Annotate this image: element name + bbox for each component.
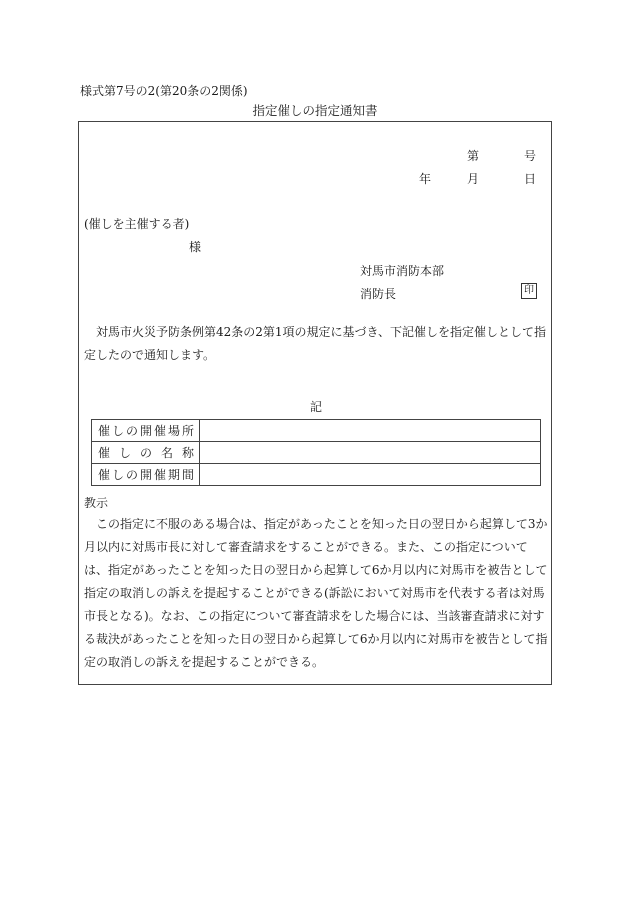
form-code: 様式第7号の2(第20条の2関係) xyxy=(80,84,248,98)
label-venue: 催しの開催場所 xyxy=(92,420,200,442)
value-period[interactable] xyxy=(200,464,541,486)
issuer-title: 消防長 xyxy=(360,287,397,301)
date-month: 月 xyxy=(467,172,480,186)
date-year: 年 xyxy=(419,172,432,186)
label-period: 催しの開催期間 xyxy=(92,464,200,486)
recipient-label: (催しを主催する者) xyxy=(84,217,190,231)
table-row xyxy=(92,464,541,486)
number-dai: 第 xyxy=(467,149,480,163)
number-go: 号 xyxy=(524,149,537,163)
label-event-name: 催しの名称 xyxy=(92,442,200,464)
table-row xyxy=(92,420,541,442)
seal-mark: 印 xyxy=(521,283,537,299)
instruction-body: この指定に不服のある場合は、指定があったことを知った日の翌日から起算して3か月以内に対馬市長に対して審査請求をすることができる。また、この指定については、指定があったことを知った日の翌日から起算して6か月以内に対馬市を被告として指定の取消しの訴えを提起することができる(訴訟において対馬市を代表する者は対馬市長となる)。なお、この指定について審査請求をした場合には、当該審査請求に対する裁決があったことを知った日の翌日から起算して6か月以内に対馬市を被告として指定の取消しの訴えを提起することができる。 xyxy=(84,517,548,669)
notice-text: 対馬市火災予防条例第42条の2第1項の規定に基づき、下記催しを指定催しとして指定したので通知します。 xyxy=(84,325,547,362)
table-row xyxy=(92,442,541,464)
issuer-org: 対馬市消防本部 xyxy=(360,264,445,278)
ki-heading: 記 xyxy=(310,400,323,414)
value-venue[interactable] xyxy=(200,420,541,442)
instruction-heading: 教示 xyxy=(84,496,109,510)
event-info-table xyxy=(91,419,541,486)
value-event-name[interactable] xyxy=(200,442,541,464)
recipient-honorific: 様 xyxy=(189,240,202,254)
document-title: 指定催しの指定通知書 xyxy=(252,103,378,118)
date-day: 日 xyxy=(524,172,537,186)
